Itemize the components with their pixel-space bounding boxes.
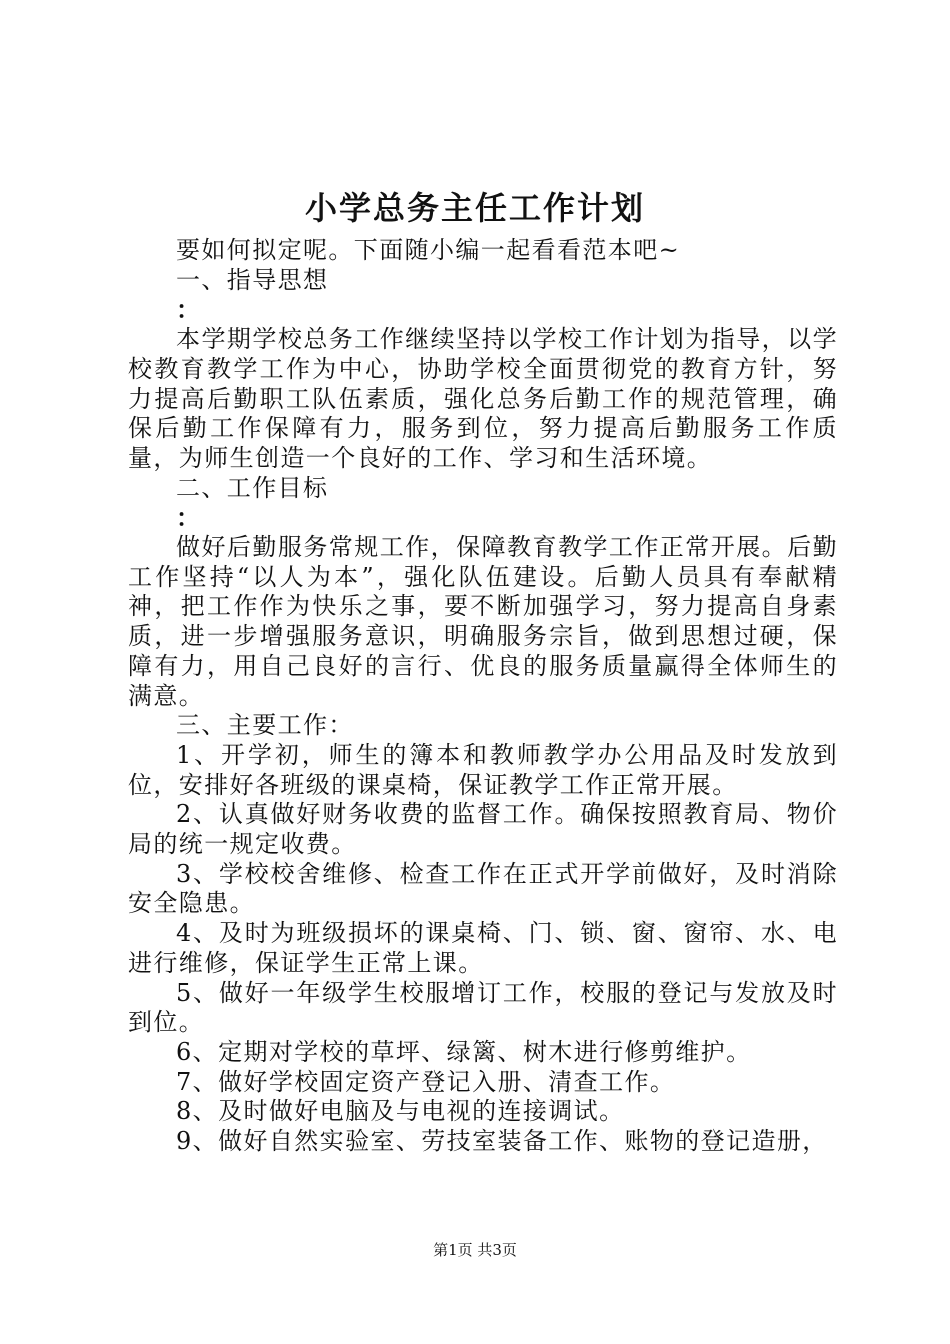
section-colon: ：: [176, 295, 202, 325]
paragraph: 二、工作目标: [176, 473, 329, 502]
paragraph: 做好后勤服务常规工作，保障教育教学工作正常开展。后勤工作坚持“以人为本”，强化队伍建设。后勤人员具有奉献精神，把工作作为快乐之事，要不断加强学习，努力提高自身素质，进一步增强服务意识，明确服务宗旨，做到思想过硬，保障有力，用自己良好的言行、优良的服务质量赢得全体师生的满意。: [128, 533, 838, 710]
paragraph: 6、定期对学校的草坪、绿篱、树木进行修剪维护。: [176, 1037, 752, 1066]
section-colon: ：: [176, 503, 202, 533]
paragraph: 3、学校校舍维修、检查工作在正式开学前做好，及时消除安全隐患。: [128, 859, 838, 918]
paragraph: 一、指导思想: [176, 265, 329, 294]
paragraph: 三、主要工作：: [176, 711, 354, 740]
paragraph: 5、做好一年级学生校服增订工作，校服的登记与发放及时到位。: [128, 978, 838, 1037]
paragraph: 4、及时为班级损坏的课桌椅、门、锁、窗、窗帘、水、电进行维修，保证学生正常上课。: [128, 919, 838, 977]
paragraph: 7、做好学校固定资产登记入册、清查工作。: [176, 1067, 676, 1096]
page-footer: 第1页 共3页: [433, 1241, 517, 1259]
paragraph: 要如何拟定呢。下面随小编一起看看范本吧~: [176, 236, 681, 264]
document-body: [128, 236, 838, 1157]
document-title: 小学总务主任工作计划: [304, 189, 645, 227]
paragraph: 9、做好自然实验室、劳技室装备工作、账物的登记造册，: [176, 1127, 828, 1156]
paragraph: 本学期学校总务工作继续坚持以学校工作计划为指导，以学校教育教学工作为中心，协助学校全面贯彻党的教育方针，努力提高后勤职工队伍素质，强化总务后勤工作的规范管理，确保后勤工作保障有力，服务到位，努力提高后勤服务工作质量，为师生创造一个良好的工作、学习和生活环境。: [128, 325, 838, 472]
paragraph: 2、认真做好财务收费的监督工作。确保按照教育局、物价局的统一规定收费。: [128, 800, 838, 859]
paragraph: 8、及时做好电脑及与电视的连接调试。: [176, 1097, 625, 1126]
paragraph: 1、开学初，师生的簿本和教师教学办公用品及时发放到位，安排好各班级的课桌椅，保证教学工作正常开展。: [128, 740, 838, 799]
